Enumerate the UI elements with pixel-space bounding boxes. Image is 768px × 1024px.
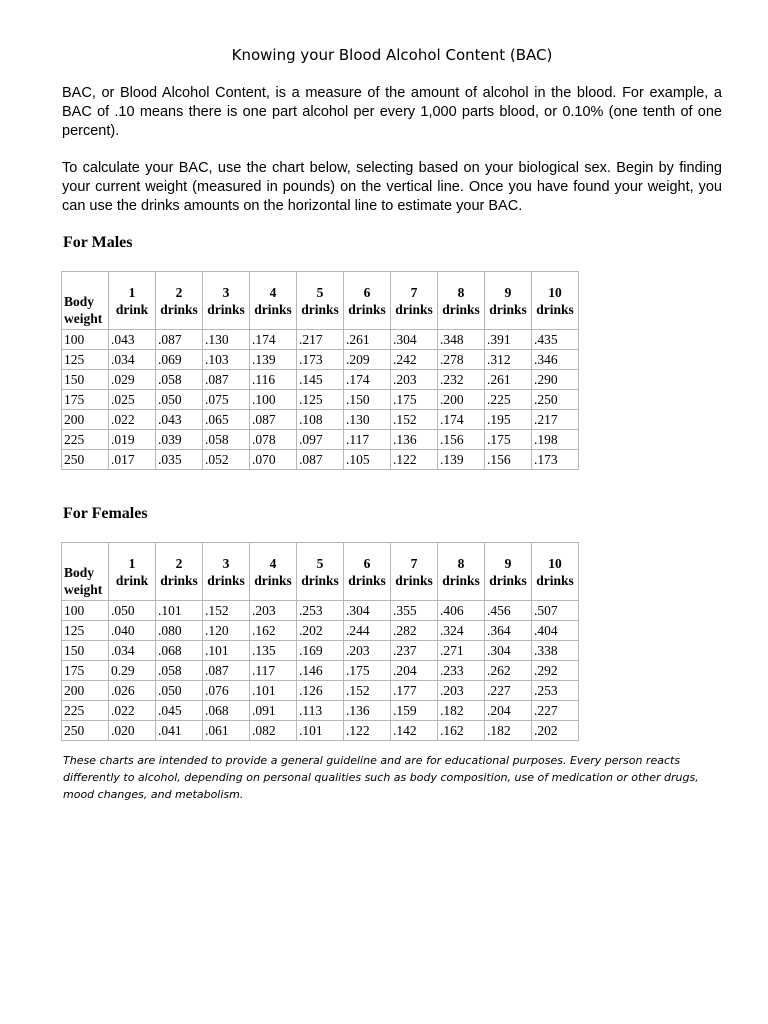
header-drink-unit: drink [115, 572, 149, 588]
bac-cell: .174 [344, 370, 391, 390]
bac-cell: .233 [438, 661, 485, 681]
weight-cell: 125 [62, 621, 109, 641]
intro-paragraph: BAC, or Blood Alcohol Content, is a measure of the amount of alcohol in the blood. For example, a BAC of .10 means there is one part alcohol per every 1,000 parts blood, or 0.10% (one tenth of one percent). [62, 85, 722, 139]
table-row [62, 430, 579, 450]
bac-cell: .108 [297, 410, 344, 430]
header-drinks-2 [156, 272, 203, 330]
header-drink-count: 6 [363, 555, 371, 571]
bac-cell: .139 [250, 350, 297, 370]
disclaimer-footnote: These charts are intended to provide a general guideline and are for educational purposes. Every person reacts differently to alcohol, depending on personal qualities such as body composition, use of medication or other drugs, mood changes, and metabolism. [63, 754, 699, 801]
bac-cell: .120 [203, 621, 250, 641]
weight-cell: 250 [62, 721, 109, 741]
weight-cell: 100 [62, 601, 109, 621]
bac-cell: .209 [344, 350, 391, 370]
header-body-weight: Body weight [62, 543, 109, 601]
bac-cell: .338 [532, 641, 579, 661]
bac-cell: .324 [438, 621, 485, 641]
header-body-weight: Body weight [62, 272, 109, 330]
header-drinks-4 [250, 272, 297, 330]
bac-cell: .204 [391, 661, 438, 681]
bac-cell: .040 [109, 621, 156, 641]
females-bac-table [61, 542, 579, 741]
header-drink-unit: drinks [254, 301, 292, 317]
bac-cell: .182 [438, 701, 485, 721]
bac-cell: .065 [203, 410, 250, 430]
bac-cell: .404 [532, 621, 579, 641]
bac-cell: .227 [532, 701, 579, 721]
bac-cell: .052 [203, 450, 250, 470]
bac-cell: .152 [391, 410, 438, 430]
bac-cell: .364 [485, 621, 532, 641]
header-drinks-3 [203, 543, 250, 601]
weight-cell: 225 [62, 701, 109, 721]
bac-cell: .391 [485, 330, 532, 350]
bac-cell: .075 [203, 390, 250, 410]
header-drink-count: 2 [175, 555, 183, 571]
bac-cell: .174 [438, 410, 485, 430]
header-drink-unit: drinks [301, 572, 339, 588]
bac-cell: .355 [391, 601, 438, 621]
header-drinks-9 [485, 272, 532, 330]
header-drinks-6 [344, 272, 391, 330]
table-header-row [62, 543, 579, 601]
bac-cell: .152 [344, 681, 391, 701]
bac-cell: .237 [391, 641, 438, 661]
bac-cell: .029 [109, 370, 156, 390]
bac-cell: .136 [391, 430, 438, 450]
header-drink-unit: drinks [489, 301, 527, 317]
header-drinks-9 [485, 543, 532, 601]
header-drinks-6 [344, 543, 391, 601]
bac-cell: .125 [297, 390, 344, 410]
bac-cell: .091 [250, 701, 297, 721]
bac-cell: .105 [344, 450, 391, 470]
bac-cell: .146 [297, 661, 344, 681]
bac-cell: .406 [438, 601, 485, 621]
bac-cell: .145 [297, 370, 344, 390]
header-drinks-5 [297, 543, 344, 601]
table-row [62, 721, 579, 741]
females-heading: For Females [63, 505, 148, 522]
bac-cell: .041 [156, 721, 203, 741]
bac-cell: .043 [156, 410, 203, 430]
header-drinks-1 [109, 272, 156, 330]
bac-cell: .200 [438, 390, 485, 410]
header-drinks-3 [203, 272, 250, 330]
header-drinks-5 [297, 272, 344, 330]
bac-cell: .162 [438, 721, 485, 741]
weight-cell: 150 [62, 641, 109, 661]
table-row [62, 330, 579, 350]
header-drink-count: 8 [457, 284, 465, 300]
bac-cell: .182 [485, 721, 532, 741]
bac-cell: .101 [203, 641, 250, 661]
bac-cell: .087 [203, 370, 250, 390]
bac-cell: .061 [203, 721, 250, 741]
bac-cell: .271 [438, 641, 485, 661]
table-row [62, 450, 579, 470]
bac-cell: .253 [532, 681, 579, 701]
bac-cell: .203 [438, 681, 485, 701]
page-title: Knowing your Blood Alcohol Content (BAC) [231, 46, 553, 64]
bac-cell: .122 [344, 721, 391, 741]
table-row [62, 641, 579, 661]
bac-cell: .304 [485, 641, 532, 661]
bac-cell: .152 [203, 601, 250, 621]
header-drink-count: 5 [316, 555, 324, 571]
header-drink-count: 3 [222, 555, 230, 571]
bac-cell: .175 [344, 661, 391, 681]
bac-cell: .435 [532, 330, 579, 350]
bac-cell: .217 [532, 410, 579, 430]
bac-cell: .034 [109, 641, 156, 661]
bac-cell: .173 [297, 350, 344, 370]
header-drink-count: 7 [410, 284, 418, 300]
bac-cell: .204 [485, 701, 532, 721]
bac-cell: .217 [297, 330, 344, 350]
bac-cell: .156 [438, 430, 485, 450]
header-drink-unit: drinks [489, 572, 527, 588]
bac-cell: .126 [297, 681, 344, 701]
bac-cell: .156 [485, 450, 532, 470]
bac-cell: .174 [250, 330, 297, 350]
males-bac-table [61, 271, 579, 470]
header-drink-unit: drinks [160, 572, 198, 588]
bac-cell: .135 [250, 641, 297, 661]
header-drink-count: 7 [410, 555, 418, 571]
table-header-row [62, 272, 579, 330]
bac-cell: .456 [485, 601, 532, 621]
header-drink-unit: drink [115, 301, 149, 317]
bac-cell: .139 [438, 450, 485, 470]
header-drinks-7 [391, 543, 438, 601]
header-drink-unit: drinks [348, 301, 386, 317]
bac-cell: .250 [532, 390, 579, 410]
males-heading: For Males [63, 234, 133, 251]
weight-cell: 175 [62, 390, 109, 410]
bac-cell: .068 [156, 641, 203, 661]
bac-cell: .122 [391, 450, 438, 470]
bac-cell: .078 [250, 430, 297, 450]
bac-cell: .082 [250, 721, 297, 741]
table-row [62, 410, 579, 430]
header-drink-unit: drinks [395, 572, 433, 588]
bac-cell: .130 [203, 330, 250, 350]
bac-cell: .253 [297, 601, 344, 621]
bac-cell: .304 [391, 330, 438, 350]
bac-cell: .159 [391, 701, 438, 721]
bac-cell: .069 [156, 350, 203, 370]
header-drinks-2 [156, 543, 203, 601]
bac-cell: .068 [203, 701, 250, 721]
bac-cell: .225 [485, 390, 532, 410]
header-drink-count: 1 [128, 284, 136, 300]
bac-cell: .232 [438, 370, 485, 390]
bac-cell: .101 [250, 681, 297, 701]
header-drink-unit: drinks [348, 572, 386, 588]
bac-cell: .019 [109, 430, 156, 450]
bac-cell: .116 [250, 370, 297, 390]
weight-cell: 200 [62, 410, 109, 430]
header-drinks-8 [438, 543, 485, 601]
bac-cell: .080 [156, 621, 203, 641]
header-drink-count: 10 [548, 284, 562, 300]
bac-cell: .175 [485, 430, 532, 450]
bac-cell: .045 [156, 701, 203, 721]
instructions-paragraph: To calculate your BAC, use the chart below, selecting based on your biological sex. Begin by finding your current weight (measured in pounds) on the vertical line. Once you have found your weight, you can use the drinks amounts on the horizontal line to estimate your BAC. [62, 160, 722, 214]
bac-cell: .169 [297, 641, 344, 661]
bac-cell: .304 [344, 601, 391, 621]
weight-cell: 175 [62, 661, 109, 681]
bac-cell: .022 [109, 410, 156, 430]
bac-cell: .058 [156, 370, 203, 390]
bac-cell: .050 [156, 390, 203, 410]
bac-cell: .290 [532, 370, 579, 390]
bac-cell: .022 [109, 701, 156, 721]
bac-cell: .278 [438, 350, 485, 370]
weight-cell: 100 [62, 330, 109, 350]
bac-cell: .087 [297, 450, 344, 470]
header-drinks-10 [532, 543, 579, 601]
header-drink-count: 4 [269, 284, 277, 300]
bac-cell: .346 [532, 350, 579, 370]
header-drink-count: 9 [504, 284, 512, 300]
bac-cell: .282 [391, 621, 438, 641]
header-drinks-8 [438, 272, 485, 330]
bac-cell: .101 [297, 721, 344, 741]
header-drink-count: 6 [363, 284, 371, 300]
weight-cell: 200 [62, 681, 109, 701]
weight-cell: 125 [62, 350, 109, 370]
header-drinks-4 [250, 543, 297, 601]
bac-cell: .050 [156, 681, 203, 701]
bac-cell: .348 [438, 330, 485, 350]
header-drink-unit: drinks [442, 301, 480, 317]
header-drink-unit: drinks [536, 301, 574, 317]
bac-cell: .020 [109, 721, 156, 741]
header-drink-count: 3 [222, 284, 230, 300]
table-row [62, 661, 579, 681]
bac-cell: .101 [156, 601, 203, 621]
bac-cell: .292 [532, 661, 579, 681]
bac-cell: .043 [109, 330, 156, 350]
bac-cell: .103 [203, 350, 250, 370]
bac-cell: .312 [485, 350, 532, 370]
table-row [62, 390, 579, 410]
header-drink-unit: drinks [442, 572, 480, 588]
table-row [62, 681, 579, 701]
table-row [62, 701, 579, 721]
bac-cell: .100 [250, 390, 297, 410]
bac-cell: .034 [109, 350, 156, 370]
header-drink-unit: drinks [207, 301, 245, 317]
bac-cell: .035 [156, 450, 203, 470]
table-row [62, 601, 579, 621]
bac-cell: .203 [344, 641, 391, 661]
bac-cell: .203 [250, 601, 297, 621]
bac-cell: .162 [250, 621, 297, 641]
bac-cell: .087 [203, 661, 250, 681]
header-drink-count: 5 [316, 284, 324, 300]
header-drink-count: 2 [175, 284, 183, 300]
header-drink-unit: drinks [301, 301, 339, 317]
bac-cell: .050 [109, 601, 156, 621]
bac-cell: .507 [532, 601, 579, 621]
bac-cell: .017 [109, 450, 156, 470]
bac-cell: 0.29 [109, 661, 156, 681]
bac-cell: .202 [532, 721, 579, 741]
header-drinks-1 [109, 543, 156, 601]
bac-cell: .039 [156, 430, 203, 450]
bac-cell: .025 [109, 390, 156, 410]
bac-cell: .087 [250, 410, 297, 430]
bac-cell: .117 [344, 430, 391, 450]
bac-cell: .262 [485, 661, 532, 681]
bac-cell: .097 [297, 430, 344, 450]
bac-cell: .070 [250, 450, 297, 470]
bac-cell: .113 [297, 701, 344, 721]
bac-cell: .177 [391, 681, 438, 701]
header-drink-unit: drinks [207, 572, 245, 588]
bac-cell: .076 [203, 681, 250, 701]
bac-cell: .227 [485, 681, 532, 701]
header-drink-count: 4 [269, 555, 277, 571]
bac-cell: .202 [297, 621, 344, 641]
header-drink-unit: drinks [536, 572, 574, 588]
bac-cell: .198 [532, 430, 579, 450]
bac-cell: .150 [344, 390, 391, 410]
header-drink-count: 1 [128, 555, 136, 571]
bac-cell: .203 [391, 370, 438, 390]
bac-cell: .175 [391, 390, 438, 410]
bac-cell: .087 [156, 330, 203, 350]
table-row [62, 370, 579, 390]
bac-cell: .058 [203, 430, 250, 450]
header-drink-count: 10 [548, 555, 562, 571]
header-drink-unit: drinks [160, 301, 198, 317]
table-row [62, 621, 579, 641]
weight-cell: 225 [62, 430, 109, 450]
bac-cell: .242 [391, 350, 438, 370]
bac-cell: .261 [344, 330, 391, 350]
bac-cell: .195 [485, 410, 532, 430]
weight-cell: 150 [62, 370, 109, 390]
bac-cell: .058 [156, 661, 203, 681]
bac-cell: .117 [250, 661, 297, 681]
bac-cell: .142 [391, 721, 438, 741]
weight-cell: 250 [62, 450, 109, 470]
header-drink-unit: drinks [254, 572, 292, 588]
bac-cell: .136 [344, 701, 391, 721]
header-drinks-10 [532, 272, 579, 330]
header-drink-unit: drinks [395, 301, 433, 317]
bac-cell: .244 [344, 621, 391, 641]
header-drinks-7 [391, 272, 438, 330]
header-drink-count: 8 [457, 555, 465, 571]
bac-cell: .173 [532, 450, 579, 470]
bac-cell: .130 [344, 410, 391, 430]
bac-cell: .026 [109, 681, 156, 701]
header-drink-count: 9 [504, 555, 512, 571]
table-row [62, 350, 579, 370]
bac-cell: .261 [485, 370, 532, 390]
